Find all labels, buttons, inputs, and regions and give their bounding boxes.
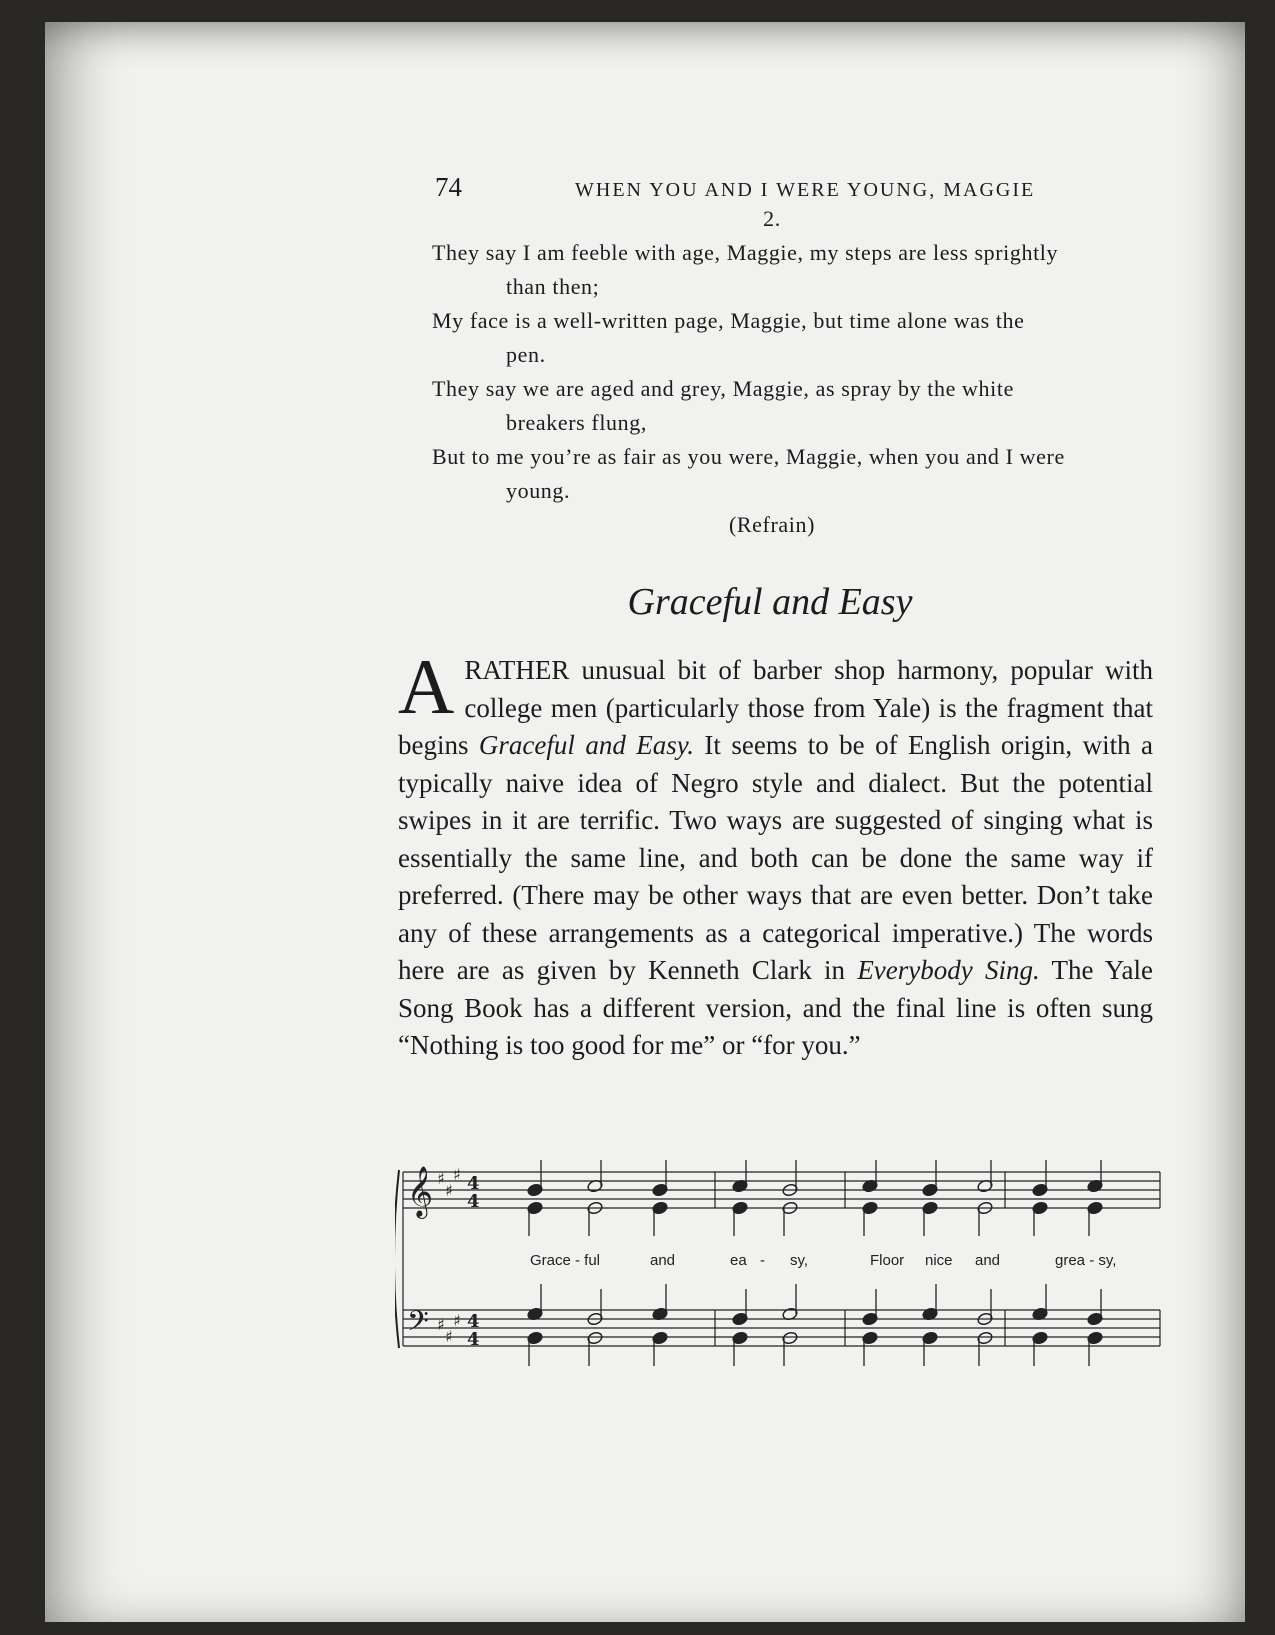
body-paragraph	[398, 643, 1153, 1065]
paragraph-text: RATHER unusual bit of barber shop harmony, popular with college men (particularly those from Yale) is the fragment that begins	[398, 655, 1153, 760]
sharp-icon: ♯	[453, 1165, 461, 1184]
paragraph-text: The Yale Song Book has a different version, and the final line is often sung “Nothing is too good for me” or “for you.”	[398, 955, 1153, 1060]
verse-line	[432, 304, 1152, 372]
page-number: 74	[435, 172, 462, 202]
lyric-syllable: nice	[925, 1252, 953, 1269]
verse-line	[432, 372, 1152, 440]
lyric-syllable: grea - sy,	[1055, 1252, 1117, 1269]
lyric-syllable: sy,	[790, 1252, 809, 1269]
sharp-icon: ♯	[445, 1181, 453, 1200]
verse-line-continuation: pen.	[506, 342, 546, 367]
time-signature-bottom: 4	[467, 1329, 480, 1350]
time-signature-top: 4	[467, 1173, 480, 1194]
verse-line-continuation: young.	[506, 478, 571, 503]
page-header	[435, 172, 1115, 203]
lyric-syllable: and	[650, 1252, 676, 1269]
sharp-icon: ♯	[437, 1169, 445, 1188]
lyric-syllable: ea	[730, 1252, 747, 1269]
treble-clef-icon: 𝄞	[407, 1166, 434, 1217]
verse-line-continuation: than then;	[506, 274, 600, 299]
verse-line-text: They say I am feeble with age, Maggie, my steps are less sprightly	[432, 240, 1059, 265]
verse-line	[432, 236, 1152, 304]
time-signature-bottom: 4	[467, 1191, 480, 1212]
sharp-icon: ♯	[437, 1315, 445, 1334]
sharp-icon: ♯	[445, 1327, 453, 1346]
sheet-music-score	[395, 1160, 1170, 1400]
sharp-icon: ♯	[453, 1311, 461, 1330]
verse-line-text: They say we are aged and grey, Maggie, as spray by the white	[432, 376, 1014, 401]
verse-line-continuation: breakers flung,	[506, 410, 647, 435]
italic-title-graceful: Graceful and Easy.	[478, 730, 694, 760]
lyric-syllable: and	[975, 1252, 1001, 1269]
refrain-label: (Refrain)	[728, 512, 816, 537]
section-title: Graceful and Easy	[627, 581, 913, 623]
lyric-syllable: Floor	[870, 1252, 905, 1269]
time-signature-top: 4	[467, 1311, 480, 1332]
verse-number: 2.	[763, 206, 781, 231]
drop-cap: A	[398, 643, 455, 730]
lyric-syllable: -	[760, 1252, 765, 1269]
verse-block	[432, 206, 1152, 542]
verse-line-text: My face is a well-written page, Maggie, but time alone was the	[432, 308, 1025, 333]
italic-title-everybody-sing: Everybody Sing.	[857, 955, 1040, 985]
lyric-syllable: Grace - ful	[530, 1252, 601, 1269]
running-title: WHEN YOU AND I WERE YOUNG, MAGGIE	[575, 179, 1036, 201]
verse-line-text: But to me you’re as fair as you were, Maggie, when you and I were	[432, 444, 1065, 469]
paragraph-text: It seems to be of English origin, with a typically naive idea of Negro style and dialect. But the potential swipes in it are terrific. Two ways are suggested of singing what is essentially the same line, and both can be done the same way if preferred. (There may be other ways that are even better. Don’t take any of these arrangements as a categorical imperative.) The words here are as given by Kenneth Clark in	[398, 730, 1153, 985]
sheet-music	[395, 1160, 1170, 1400]
verse-line	[432, 440, 1152, 508]
bass-clef-icon: 𝄢	[407, 1305, 429, 1345]
